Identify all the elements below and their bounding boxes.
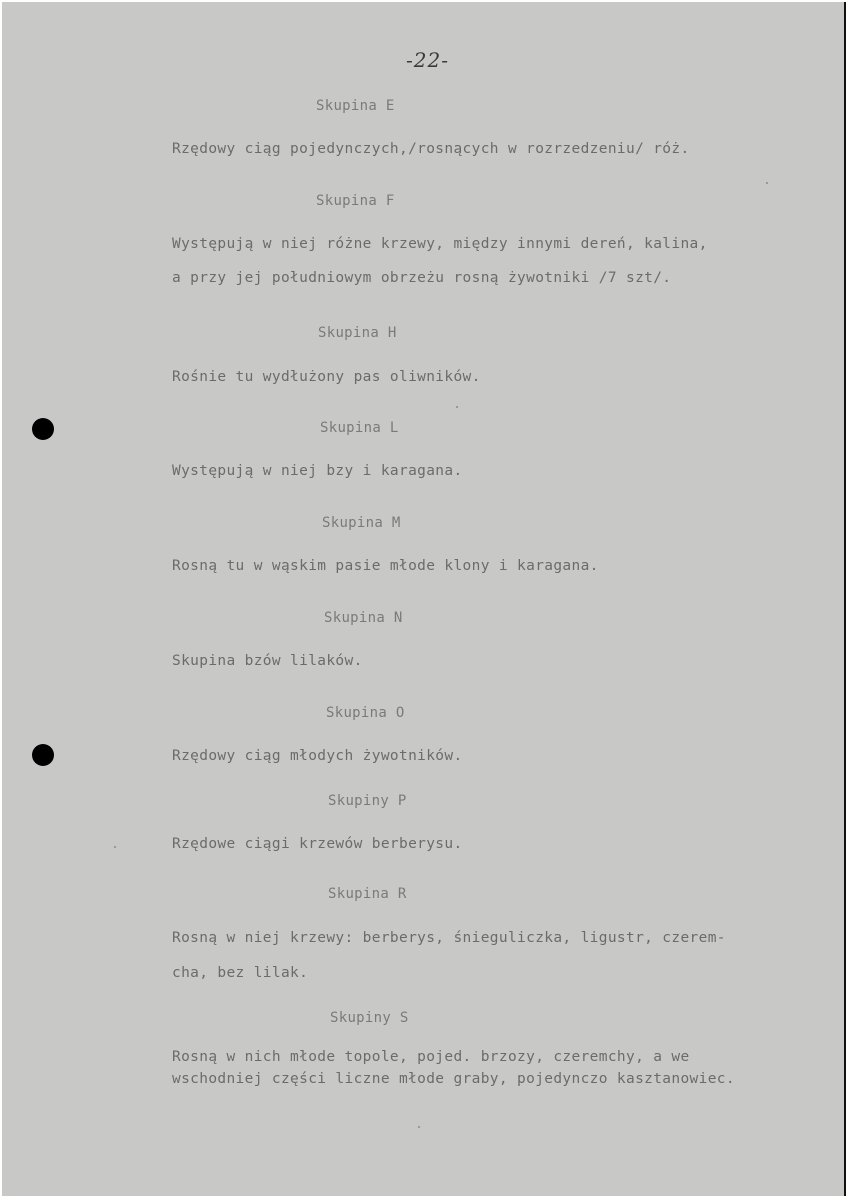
section-text-line: Występują w niej bzy i karagana. bbox=[172, 463, 463, 479]
section-text-line: Rosną w niej krzewy: berberys, śnieguliczka, ligustr, czerem- bbox=[172, 930, 726, 946]
section-heading: Skupina F bbox=[316, 193, 395, 209]
section-heading: Skupina L bbox=[320, 420, 399, 436]
section-text-line: wschodniej części liczne młode graby, pojedynczo kasztanowiec. bbox=[172, 1071, 735, 1087]
section-text-line: Rzędowy ciąg młodych żywotników. bbox=[172, 748, 463, 764]
section-text-line: Rzędowy ciąg pojedynczych,/rosnących w rozrzedzeniu/ róż. bbox=[172, 141, 690, 157]
paper-speck bbox=[766, 182, 768, 184]
section-text-line: Rosną tu w wąskim pasie młode klony i karagana. bbox=[172, 558, 599, 574]
section-heading: Skupina M bbox=[322, 515, 401, 531]
section-heading: Skupina E bbox=[316, 98, 395, 114]
paper-speck bbox=[456, 406, 458, 408]
section-text-line: Występują w niej różne krzewy, między innymi dereń, kalina, bbox=[172, 236, 708, 252]
section-text-line: Rośnie tu wydłużony pas oliwników. bbox=[172, 369, 481, 385]
section-text-line: Rzędowe ciągi krzewów berberysu. bbox=[172, 836, 463, 852]
punch-hole bbox=[32, 418, 54, 440]
paper-speck bbox=[114, 846, 116, 848]
section-heading: Skupina H bbox=[318, 325, 397, 341]
section-heading: Skupina R bbox=[328, 886, 407, 902]
section-heading: Skupiny P bbox=[328, 793, 407, 809]
section-text-line: Rosną w nich młode topole, pojed. brzozy, czeremchy, a we bbox=[172, 1049, 690, 1065]
section-text-line: a przy jej południowym obrzeżu rosną żywotniki /7 szt/. bbox=[172, 270, 672, 286]
page-number: -22- bbox=[406, 48, 449, 72]
document-page bbox=[2, 2, 846, 1196]
paper-speck bbox=[418, 1126, 420, 1128]
section-heading: Skupina O bbox=[326, 705, 405, 721]
punch-hole bbox=[32, 744, 54, 766]
section-heading: Skupiny S bbox=[330, 1010, 409, 1026]
section-heading: Skupina N bbox=[324, 610, 403, 626]
section-text-line: Skupina bzów lilaków. bbox=[172, 653, 363, 669]
section-text-line: cha, bez lilak. bbox=[172, 965, 309, 981]
